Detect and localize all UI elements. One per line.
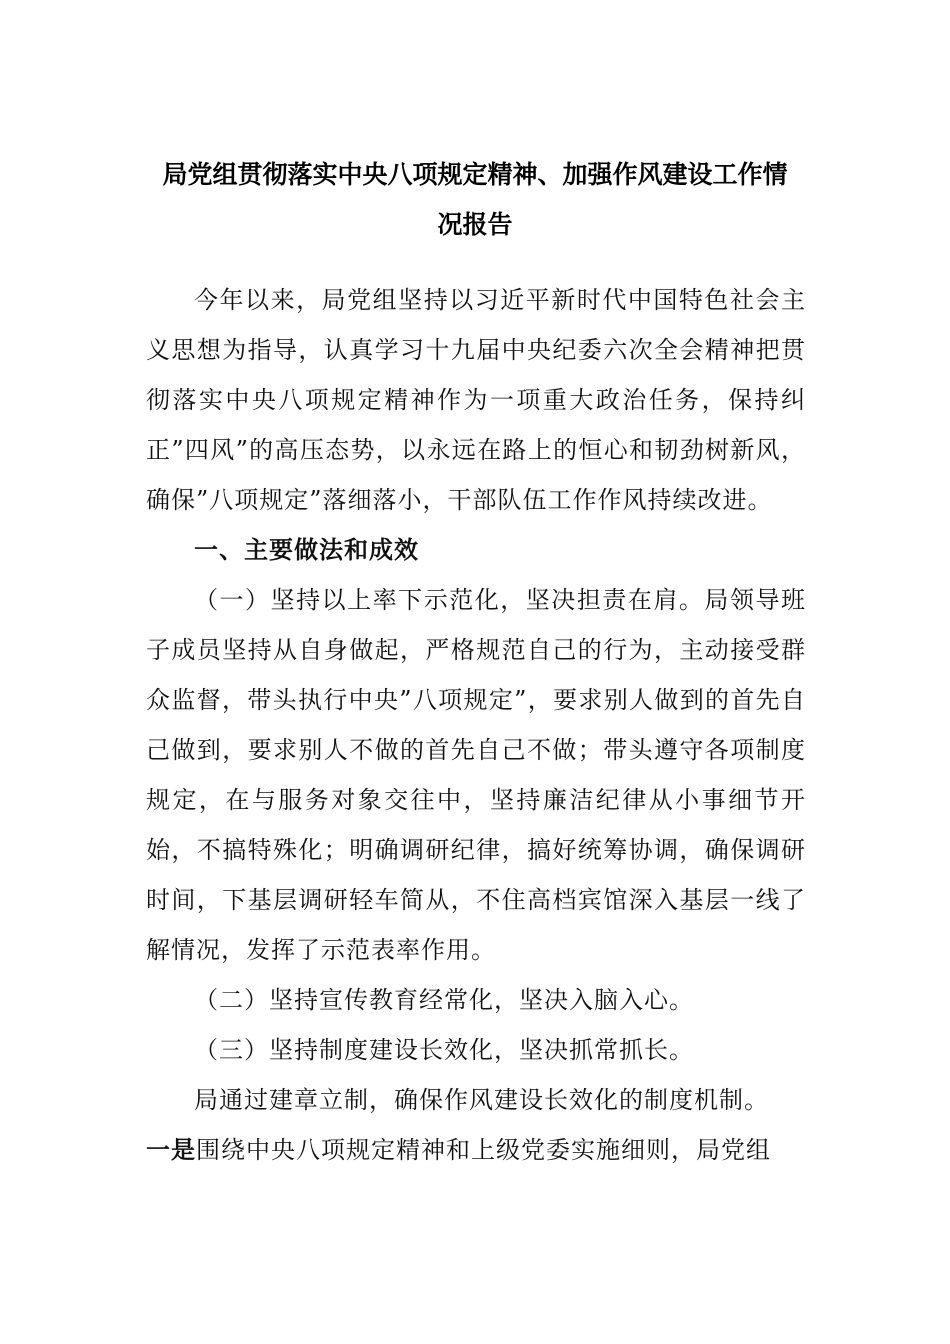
subsection-3-heading: （三）坚持制度建设长效化，坚决抓常抓长。 — [194, 1036, 694, 1064]
title-line-2: 况报告 — [437, 210, 513, 239]
subsection-2-heading: （二）坚持宣传教育经常化，坚决入脑入心。 — [194, 986, 694, 1014]
section-heading-1: 一、主要做法和成效 — [194, 536, 419, 564]
item-1-paragraph — [146, 1125, 806, 1175]
intro-paragraph: 今年以来，局党组坚持以习近平新时代中国特色社会主义思想为指导，认真学习十九届中央纪委六次全会精神把贯彻落实中央八项规定精神作为一项重大政治任务，保持纠正”四风”的高压态势，以永远在路上的恒心和韧劲树新风，确保”八项规定”落细落小，干部队伍工作作风持续改进。 — [146, 286, 806, 514]
item-1-lead: 一是 — [146, 1136, 196, 1164]
document-title — [120, 150, 830, 250]
subsection-3-paragraph: 局通过建章立制，确保作风建设长效化的制度机制。 — [194, 1086, 769, 1114]
document-body — [146, 275, 806, 1175]
item-1-text: 围绕中央八项规定精神和上级党委实施细则，局党组 — [196, 1136, 771, 1164]
subsection-1-paragraph: （一）坚持以上率下示范化，坚决担责在肩。局领导班子成员坚持从自身做起，严格规范自己的行为，主动接受群众监督，带头执行中央”八项规定”，要求别人做到的首先自己做到，要求别人不做的首先自己不做；带头遵守各项制度规定，在与服务对象交往中，坚持廉洁纪律从小事细节开始，不搞特殊化；明确调研纪律，搞好统筹协调，确保调研时间，下基层调研轻车简从，不住高档宾馆深入基层一线了解情况，发挥了示范表率作用。 — [146, 586, 806, 964]
title-line-1: 局党组贯彻落实中央八项规定精神、加强作风建设工作情 — [162, 160, 788, 189]
